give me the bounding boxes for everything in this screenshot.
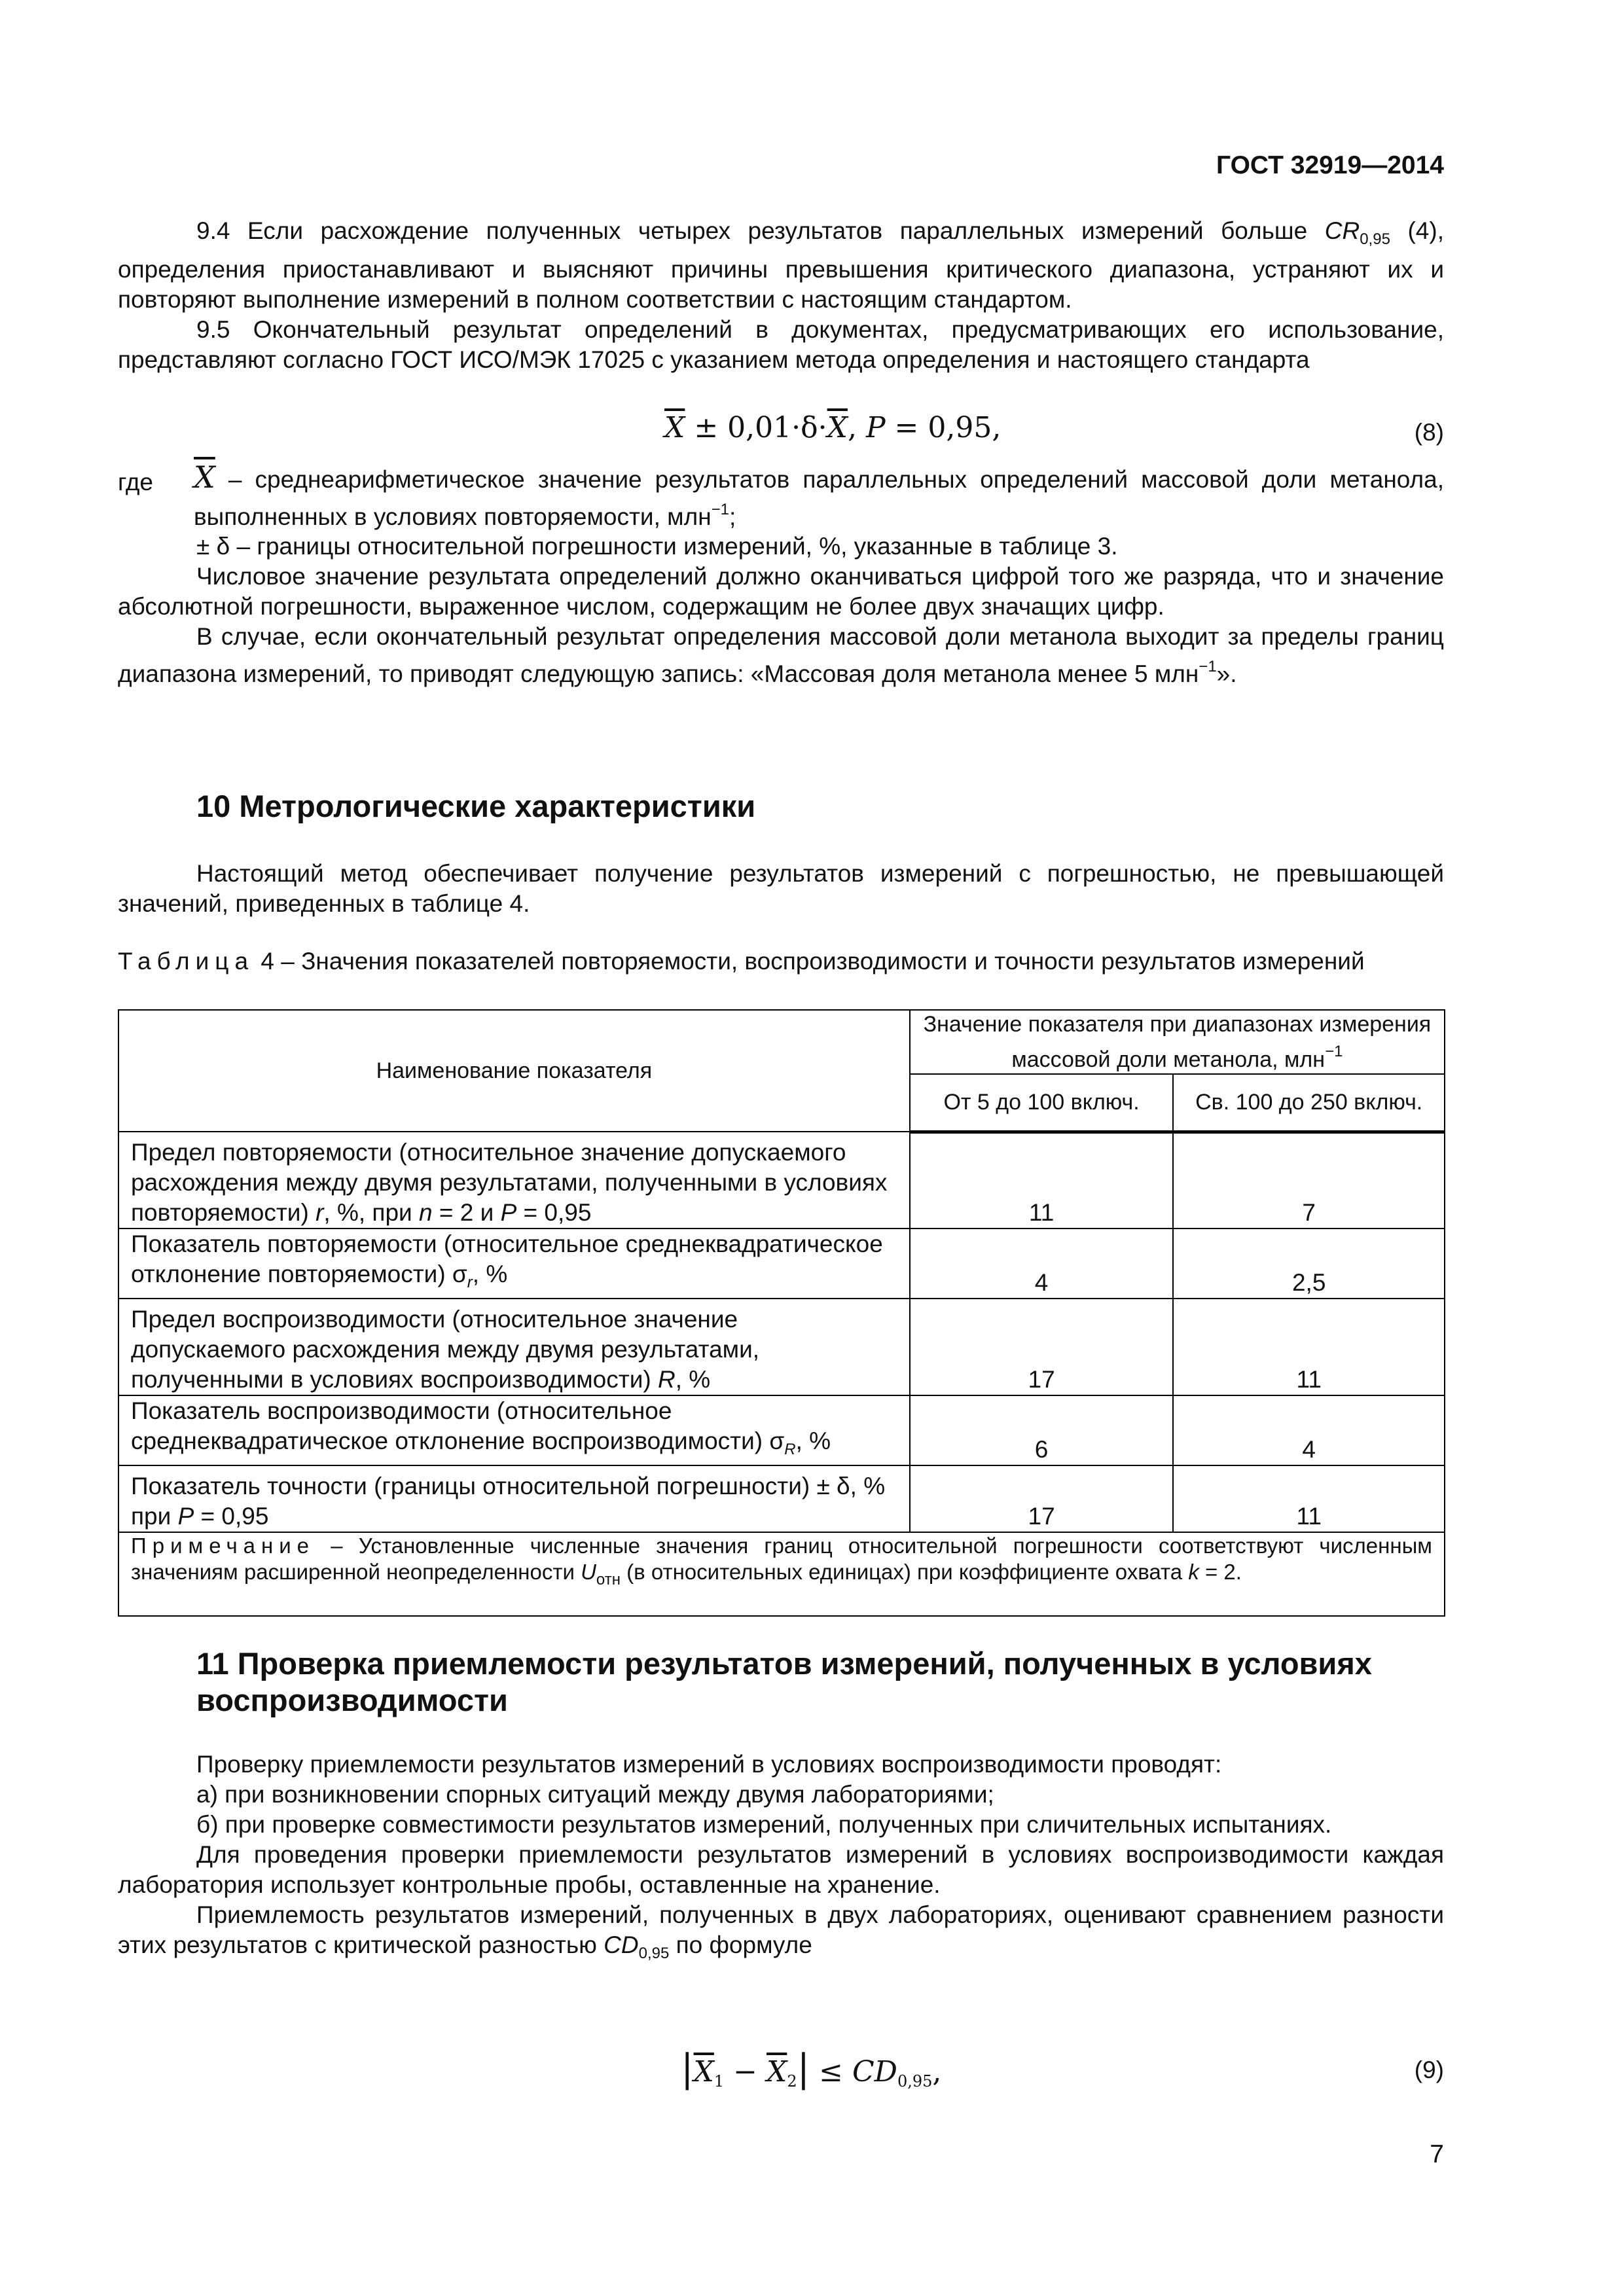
- paragraph-9-5: 9.5 Окончательный результат определений в документах, предусматривающих его использование, представляют согласно ГОСТ ИСО/МЭК 17025 с указанием метода определения и настоящего стандарта: [118, 316, 1444, 373]
- where-delta-definition: ± δ – границы относительной погрешности измерений, %, указанные в таблице 3.: [196, 533, 1118, 560]
- table-cell-name: Предел воспроизводимости (относительное значение допускаемого расхождения между двумя результатами, полученными в условиях воспроизводимости) R, %: [118, 1299, 910, 1395]
- table-cell-value: 4: [910, 1229, 1174, 1299]
- table-header-range-2: Св. 100 до 250 включ.: [1173, 1074, 1445, 1132]
- paragraph-11-5: Приемлемость результатов измерений, полученных в двух лабораториях, оценивают сравнением разности этих результатов с критической разностью $CD_{0,95}$ по формуле: [118, 1901, 1444, 1962]
- table-cell-name: Предел повторяемости (относительное значение допускаемого расхождения между двумя результатами, полученными в условиях повторяемости) r, %, при n = 2 и P = 0,95: [118, 1132, 910, 1229]
- equation-number-8: (8): [1414, 419, 1444, 446]
- table-row: [118, 1465, 1445, 1532]
- paragraph-11-1: Проверку приемлемости результатов измерений в условиях воспроизводимости проводят:: [196, 1751, 1222, 1778]
- where-x-definition: $\overline{X}$ – среднеарифметическое значение результатов параллельных определений массовой доли метанола, выполненных в условиях повторяемости, млн$^{-1}$;: [194, 459, 1444, 530]
- formula-8: $\overline{X} \pm 0,01\cdot\delta\cdot\overline{X}$, P = 0,95,: [664, 411, 1001, 444]
- equation-number-9: (9): [1414, 2056, 1444, 2083]
- table-cell-name: Показатель повторяемости (относительное среднеквадратическое отклонение повторяемости) $\sigma_r$, %: [118, 1229, 910, 1299]
- table-cell-name: Показатель точности (границы относительной погрешности) ± δ, % при P = 0,95: [118, 1465, 910, 1532]
- list-item: б) при проверке совместимости результатов измерений, полученных при сличительных испытаниях.: [196, 1811, 1332, 1838]
- paragraph-10-intro: Настоящий метод обеспечивает получение результатов измерений с погрешностью, не превышающей значений, приведенных в таблице 4.: [118, 860, 1444, 917]
- where-label: где: [118, 469, 154, 495]
- list-item: а) при возникновении спорных ситуаций между двумя лабораториями;: [196, 1781, 994, 1808]
- paragraph-numeric-value: Числовое значение результата определений должно оканчиваться цифрой того же разряда, что и значение абсолютной погрешности, выраженное числом, содержащим не более двух значащих цифр.: [118, 563, 1444, 620]
- table-cell-name: Показатель воспроизводимости (относительное среднеквадратическое отклонение воспроизводимости) $\sigma_R$, %: [118, 1395, 910, 1465]
- table-cell-value: 2,5: [1173, 1229, 1445, 1299]
- table-row: [118, 1395, 1445, 1465]
- section-11-title: 11 Проверка приемлемости результатов измерений, полученных в условиях воспроизводимости: [196, 1646, 1372, 1717]
- section-9-text: [118, 216, 1444, 375]
- section-9-text-2: [118, 531, 1444, 689]
- formula-9: $|\overline{X}_1 - \overline{X}_2| \le CD_{0,95}$,: [681, 2046, 942, 2090]
- paragraph-out-of-range: В случае, если окончательный результат определения массовой доли метанола выходит за пределы границ диапазона измерений, то приводят следующую запись: «Массовая доля метанола менее 5 млн$^{-1}$».: [118, 623, 1444, 687]
- table-row: [118, 1132, 1445, 1229]
- table-cell-value: 4: [1173, 1395, 1445, 1465]
- table-cell-value: 11: [1173, 1299, 1445, 1395]
- table-cell-value: 11: [910, 1132, 1174, 1229]
- table-note-row: [118, 1532, 1445, 1616]
- table-4-caption: Таблица 4 – Значения показателей повторяемости, воспроизводимости и точности результатов измерений: [118, 948, 1365, 975]
- table-cell-value: 17: [910, 1465, 1174, 1532]
- table-row: [118, 1229, 1445, 1299]
- paragraph-11-4: Для проведения проверки приемлемости результатов измерений в условиях воспроизводимости каждая лаборатория использует контрольные пробы, оставленные на хранение.: [118, 1841, 1444, 1898]
- table-note: Примечание – Установленные численные значения границ относительной погрешности соответствуют численным значениям расширенной неопределенности $U_{отн}$ (в относительных единицах) при коэффициенте охвата k = 2.: [118, 1532, 1445, 1616]
- page-number: 7: [1430, 2140, 1444, 2168]
- section-10-title: 10 Метрологические характеристики: [196, 789, 756, 823]
- table-header-range-1: От 5 до 100 включ.: [910, 1074, 1174, 1132]
- table-cell-value: 7: [1173, 1132, 1445, 1229]
- table-4: [118, 1009, 1445, 1617]
- table-cell-value: 11: [1173, 1465, 1445, 1532]
- table-cell-value: 6: [910, 1395, 1174, 1465]
- table-cell-value: 17: [910, 1299, 1174, 1395]
- section-11-text: [118, 1749, 1444, 1969]
- table-caption-label: Таблица: [118, 948, 255, 975]
- table-header-group: Значение показателя при диапазонах измерения массовой доли метанола, млн$^{-1}$: [910, 1010, 1445, 1074]
- table-row: [118, 1299, 1445, 1395]
- section-10-text: [118, 859, 1444, 919]
- paragraph-9-4: 9.4 Если расхождение полученных четырех результатов параллельных измерений больше $CR_{0,95}$ (4), определения приостанавливают и выясняют причины превышения критического диапазона, устраняют их и повторяют выполнение измерений в полном соответствии с настоящим стандартом.: [118, 217, 1444, 313]
- standard-designation: ГОСТ 32919—2014: [1216, 151, 1444, 179]
- table-header-name: Наименование показателя: [118, 1010, 910, 1132]
